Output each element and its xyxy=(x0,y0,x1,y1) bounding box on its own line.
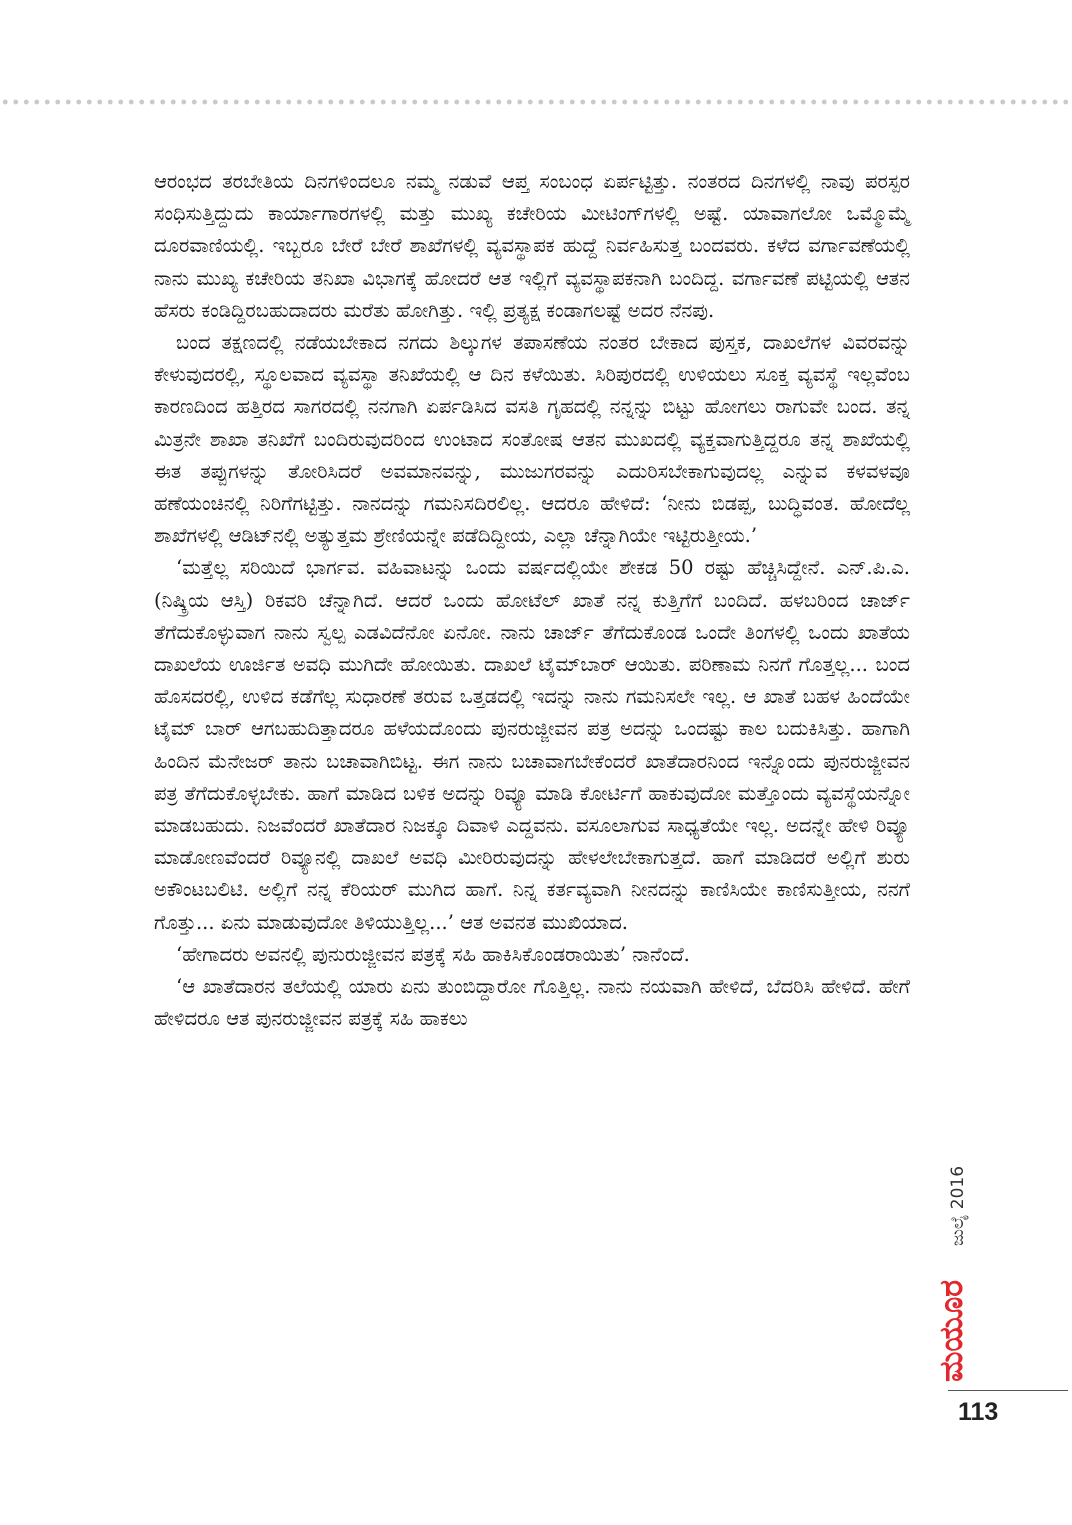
top-dotted-rule xyxy=(0,98,1072,106)
article-body xyxy=(154,166,910,1035)
article-paragraph-1: ಆರಂಭದ ತರಬೇತಿಯ ದಿನಗಳಿಂದಲೂ ನಮ್ಮ ನಡುವೆ ಆಪ್ತ ಸಂಬಂಧ ಏರ್ಪಟ್ಟಿತ್ತು. ನಂತರದ ದಿನಗಳಲ್ಲಿ ನಾವು ಪರಸ್ಪರ ಸಂಧಿಸುತ್ತಿದ್ದುದು ಕಾರ್ಯಾಗಾರಗಳಲ್ಲಿ ಮತ್ತು ಮುಖ್ಯ ಕಚೇರಿಯ ಮೀಟಿಂಗ್‌ಗಳಲ್ಲಿ ಅಷ್ಟೆ. ಯಾವಾಗಲೋ ಒಮ್ಮೊಮ್ಮೆ ದೂರವಾಣಿಯಲ್ಲಿ. ಇಬ್ಬರೂ ಬೇರೆ ಬೇರೆ ಶಾಖೆಗಳಲ್ಲಿ ವ್ಯವಸ್ಥಾಪಕ ಹುದ್ದೆ ನಿರ್ವಹಿಸುತ್ತ ಬಂದವರು. ಕಳೆದ ವರ್ಗಾವಣೆಯಲ್ಲಿ ನಾನು ಮುಖ್ಯ ಕಚೇರಿಯ ತನಿಖಾ ವಿಭಾಗಕ್ಕೆ ಹೋದರೆ ಆತ ಇಲ್ಲಿಗೆ ವ್ಯವಸ್ಥಾಪಕನಾಗಿ ಬಂದಿದ್ದ. ವರ್ಗಾವಣೆ ಪಟ್ಟಿಯಲ್ಲಿ ಆತನ ಹೆಸರು ಕಂಡಿದ್ದಿರಬಹುದಾದರು ಮರೆತು ಹೋಗಿತ್ತು. ಇಲ್ಲಿ ಪ್ರತ್ಯಕ್ಷ ಕಂಡಾಗಲಷ್ಟೆ ಅದರ ನೆನಪು. xyxy=(154,170,910,322)
article-paragraph-2: ಬಂದ ತಕ್ಷಣದಲ್ಲಿ ನಡೆಯಬೇಕಾದ ನಗದು ಶಿಲ್ಕುಗಳ ತಪಾಸಣೆಯ ನಂತರ ಬೇಕಾದ ಪುಸ್ತಕ, ದಾಖಲೆಗಳ ವಿವರವನ್ನು ಕೇಳುವುದರಲ್ಲಿ, ಸ್ಥೂಲವಾದ ವ್ಯವಸ್ಥಾ ತನಿಖೆಯಲ್ಲಿ ಆ ದಿನ ಕಳೆಯಿತು. ಸಿರಿಪುರದಲ್ಲಿ ಉಳಿಯಲು ಸೂಕ್ತ ವ್ಯವಸ್ಥೆ ಇಲ್ಲವೆಂಬ ಕಾರಣದಿಂದ ಹತ್ತಿರದ ಸಾಗರದಲ್ಲಿ ನನಗಾಗಿ ಏರ್ಪಡಿಸಿದ ವಸತಿ ಗೃಹದಲ್ಲಿ ನನ್ನನ್ನು ಬಿಟ್ಟು ಹೋಗಲು ರಾಗುವೇ ಬಂದ. ತನ್ನ ಮಿತ್ರನೇ ಶಾಖಾ ತನಿಖೆಗೆ ಬಂದಿರುವುದರಿಂದ ಉಂಟಾದ ಸಂತೋಷ ಆತನ ಮುಖದಲ್ಲಿ ವ್ಯಕ್ತವಾಗುತ್ತಿದ್ದರೂ ತನ್ನ ಶಾಖೆಯಲ್ಲಿ ಈತ ತಪ್ಪುಗಳನ್ನು ತೋರಿಸಿದರೆ ಅವಮಾನವನ್ನು, ಮುಜುಗರವನ್ನು ಎದುರಿಸಬೇಕಾಗುವುದಲ್ಲ ಎನ್ನುವ ಕಳವಳವೂ ಹಣೆಯಂಚಿನಲ್ಲಿ ನಿರಿಗೆಗಟ್ಟಿತ್ತು. ನಾನದನ್ನು ಗಮನಿಸದಿರಲಿಲ್ಲ. ಆದರೂ ಹೇಳಿದೆ: ‘ನೀನು ಬಿಡಪ್ಪ, ಬುದ್ಧಿವಂತ. ಹೋದೆಲ್ಲ ಶಾಖೆಗಳಲ್ಲಿ ಆಡಿಟ್‌ನಲ್ಲಿ ಅತ್ಯುತ್ತಮ ಶ್ರೇಣಿಯನ್ನೇ ಪಡೆದಿದ್ದೀಯ, ಎಲ್ಲಾ ಚೆನ್ನಾಗಿಯೇ ಇಟ್ಟಿರುತ್ತೀಯ.’ xyxy=(154,331,910,548)
article-paragraph-5: ‘ಆ ಖಾತೆದಾರನ ತಲೆಯಲ್ಲಿ ಯಾರು ಏನು ತುಂಬಿದ್ದಾರೋ ಗೊತ್ತಿಲ್ಲ. ನಾನು ನಯವಾಗಿ ಹೇಳಿದೆ, ಬೆದರಿಸಿ ಹೇಳಿದೆ. ಹೇಗೆ ಹೇಳಿದರೂ ಆತ ಪುನರುಜ್ಜೀವನ ಪತ್ರಕ್ಕೆ ಸಹಿ ಹಾಕಲು xyxy=(154,975,910,1031)
magazine-logo: ಮಯೂರ xyxy=(932,1279,970,1382)
issue-date: ಜುಲೈ 2016 xyxy=(948,1165,968,1246)
footer-rule xyxy=(948,1390,1068,1391)
article-paragraph-4: ‘ಹೇಗಾದರು ಅವನಲ್ಲಿ ಪುನುರುಜ್ಜೀವನ ಪತ್ರಕ್ಕೆ ಸಹಿ ಹಾಕಿಸಿಕೊಂಡರಾಯಿತು’ ನಾನೆಂದೆ. xyxy=(176,942,690,966)
article-paragraph-3: ‘ಮತ್ತೆಲ್ಲ ಸರಿಯಿದೆ ಭಾರ್ಗವ. ವಹಿವಾಟನ್ನು ಒಂದು ವರ್ಷದಲ್ಲಿಯೇ ಶೇಕಡ 50 ರಷ್ಟು ಹೆಚ್ಚಿಸಿದ್ದೇನೆ. ಎನ್.ಪಿ.ಎ. (ನಿಷ್ಕ್ರಿಯ ಆಸ್ತಿ) ರಿಕವರಿ ಚೆನ್ನಾಗಿದೆ. ಆದರೆ ಒಂದು ಹೋಟೆಲ್ ಖಾತೆ ನನ್ನ ಕುತ್ತಿಗೆಗೆ ಬಂದಿದೆ. ಹಳಬರಿಂದ ಚಾರ್ಜ್ ತೆಗೆದುಕೊಳ್ಳುವಾಗ ನಾನು ಸ್ವಲ್ಪ ಎಡವಿದೆನೋ ಏನೋ. ನಾನು ಚಾರ್ಜ್ ತೆಗೆದುಕೊಂಡ ಒಂದೇ ತಿಂಗಳಲ್ಲಿ ಒಂದು ಖಾತೆಯ ದಾಖಲೆಯ ಊರ್ಜಿತ ಅವಧಿ ಮುಗಿದೇ ಹೋಯಿತು. ದಾಖಲೆ ಟೈಮ್‌ಬಾರ್ ಆಯಿತು. ಪರಿಣಾಮ ನಿನಗೆ ಗೊತ್ತಲ್ಲ... ಬಂದ ಹೊಸದರಲ್ಲಿ, ಉಳಿದ ಕಡೆಗೆಲ್ಲ ಸುಧಾರಣೆ ತರುವ ಒತ್ತಡದಲ್ಲಿ ಇದನ್ನು ನಾನು ಗಮನಿಸಲೇ ಇಲ್ಲ. ಆ ಖಾತೆ ಬಹಳ ಹಿಂದೆಯೇ ಟೈಮ್ ಬಾರ್ ಆಗಬಹುದಿತ್ತಾದರೂ ಹಳೆಯದೊಂದು ಪುನರುಜ್ಜೀವನ ಪತ್ರ ಅದನ್ನು ಒಂದಷ್ಟು ಕಾಲ ಬದುಕಿಸಿತ್ತು. ಹಾಗಾಗಿ ಹಿಂದಿನ ಮೆನೇಜರ್ ತಾನು ಬಚಾವಾಗಿಬಿಟ್ಟ. ಈಗ ನಾನು ಬಚಾವಾಗಬೇಕೆಂದರೆ ಖಾತೆದಾರನಿಂದ ಇನ್ನೊಂದು ಪುನರುಜ್ಜೀವನ ಪತ್ರ ತೆಗೆದುಕೊಳ್ಳಬೇಕು. ಹಾಗೆ ಮಾಡಿದ ಬಳಿಕ ಅದನ್ನು ರಿವ್ಯೂ ಮಾಡಿ ಕೋರ್ಟಿಗೆ ಹಾಕುವುದೋ ಮತ್ತೊಂದು ವ್ಯವಸ್ಥೆಯನ್ನೋ ಮಾಡಬಹುದು. ನಿಜವೆಂದರೆ ಖಾತೆದಾರ ನಿಜಕ್ಕೂ ದಿವಾಳಿ ಎದ್ದವನು. ವಸೂಲಾಗುವ ಸಾಧ್ಯತೆಯೇ ಇಲ್ಲ. ಅದನ್ನೇ ಹೇಳಿ ರಿವ್ಯೂ ಮಾಡೋಣವೆಂದರೆ ರಿವ್ಯೂನಲ್ಲಿ ದಾಖಲೆ ಅವಧಿ ಮೀರಿರುವುದನ್ನು ಹೇಳಲೇಬೇಕಾಗುತ್ತದೆ. ಹಾಗೆ ಮಾಡಿದರೆ ಅಲ್ಲಿಗೆ ಶುರು ಅಕೌಂಟಬಲಿಟಿ. ಅಲ್ಲಿಗೆ ನನ್ನ ಕೆರಿಯರ್ ಮುಗಿದ ಹಾಗೆ. ನಿನ್ನ ಕರ್ತವ್ಯವಾಗಿ ನೀನದನ್ನು ಕಾಣಿಸಿಯೇ ಕಾಣಿಸುತ್ತೀಯ, ನನಗೆ ಗೊತ್ತು... ಏನು ಮಾಡುವುದೋ ತಿಳಿಯುತ್ತಿಲ್ಲ...’ ಆತ ಅವನತ ಮುಖಿಯಾದ. xyxy=(154,556,910,934)
page-number: 113 xyxy=(958,1398,999,1426)
